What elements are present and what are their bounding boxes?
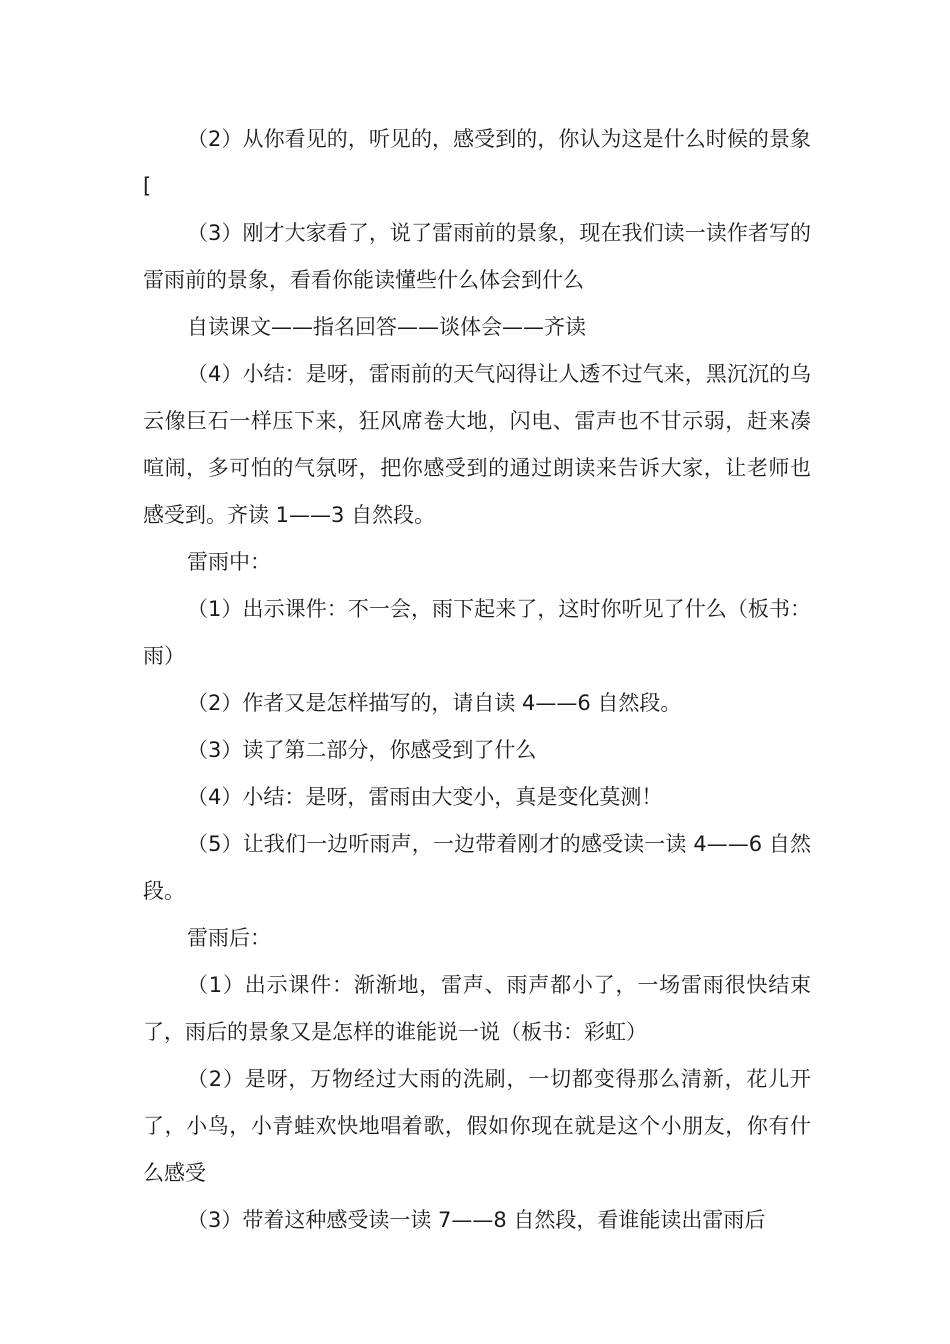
paragraph: （1）出示课件：不一会，雨下起来了，这时你听见了什么（板书：雨）	[143, 597, 811, 668]
paragraph: （3）读了第二部分，你感受到了什么	[187, 738, 537, 762]
section-heading: 雷雨中：	[187, 550, 271, 574]
paragraph: （2）作者又是怎样描写的，请自读 4——6 自然段。	[187, 691, 682, 715]
paragraph: （4）小结：是呀，雷雨前的天气闷得让人透不过气来，黑沉沉的乌云像巨石一样压下来，狂风席卷大地，闪电、雷声也不甘示弱，赶来凑喧闹，多可怕的气氛呀，把你感受到的通过朗读来告诉大家，让老师也感受到。齐读 1——3 自然段。	[143, 362, 811, 527]
paragraph: （3）刚才大家看了，说了雷雨前的景象，现在我们读一读作者写的雷雨前的景象，看看你能读懂些什么体会到什么	[143, 221, 811, 292]
paragraph: （1）出示课件：渐渐地，雷声、雨声都小了，一场雷雨很快结束了，雨后的景象又是怎样的谁能说一说（板书：彩虹）	[143, 973, 811, 1044]
paragraph: （2）是呀，万物经过大雨的洗刷，一切都变得那么清新，花儿开了，小鸟，小青蛙欢快地唱着歌，假如你现在就是这个小朋友，你有什么感受	[143, 1067, 811, 1185]
paragraph: 自读课文——指名回答——谈体会——齐读	[187, 315, 586, 339]
paragraph: （2）从你看见的，听见的，感受到的，你认为这是什么时候的景象[	[143, 127, 811, 198]
paragraph: （4）小结：是呀，雷雨由大变小，真是变化莫测！	[187, 785, 663, 809]
paragraph: （5）让我们一边听雨声，一边带着刚才的感受读一读 4——6 自然段。	[143, 832, 811, 903]
document-body	[143, 116, 811, 1244]
section-heading: 雷雨后：	[187, 926, 271, 950]
paragraph: （3）带着这种感受读一读 7——8 自然段，看谁能读出雷雨后	[187, 1208, 766, 1232]
